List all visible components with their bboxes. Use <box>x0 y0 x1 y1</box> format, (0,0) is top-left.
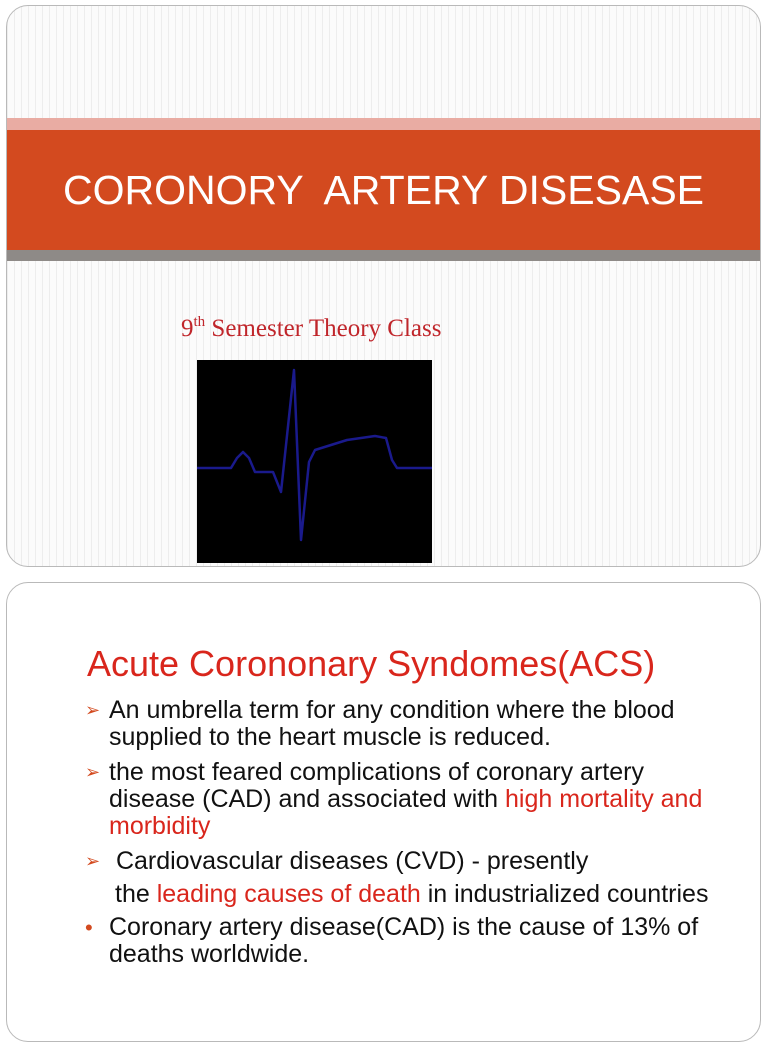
bullet-item <box>85 697 745 751</box>
subtitle-superscript: th <box>193 314 206 330</box>
bullet-item <box>85 848 745 908</box>
title-band-top-stripe <box>7 118 760 130</box>
bullet-text: the most feared complications of coronary artery disease (CAD) and associated with <box>109 758 693 813</box>
slide-subtitle <box>181 314 441 343</box>
bullet-text: Cardiovascular diseases (CVD) - presently <box>109 847 589 875</box>
title-band <box>7 130 760 250</box>
bullet-highlight: leading causes of death <box>156 880 421 908</box>
bullet-text: Coronary artery disease(CAD) is the cause of 13% of deaths worldwide. <box>109 913 699 968</box>
ecg-waveform-icon <box>197 360 432 563</box>
bullet-highlight: high mortality and morbidity <box>109 785 703 840</box>
slide-1 <box>6 5 761 567</box>
title-band-bottom-stripe <box>7 250 760 261</box>
bullet-list <box>85 697 745 976</box>
arrow-icon: ➢ <box>85 762 101 782</box>
bullet-text: in industrialized countries <box>420 880 709 908</box>
bullet-text: An umbrella term for any condition where the blood supplied to the heart muscle is reduced. <box>109 696 675 751</box>
bullet-text: the <box>115 880 157 908</box>
slide-title: CORONORY ARTERY DISESASE <box>62 166 705 213</box>
bullet-item <box>85 759 745 840</box>
subtitle-number: 9 <box>181 315 194 342</box>
slide-2 <box>6 582 761 1042</box>
subtitle-text: Semester Theory Class <box>205 315 442 342</box>
bullet-item <box>85 914 745 968</box>
arrow-icon: ➢ <box>85 851 101 871</box>
dot-icon: • <box>85 915 93 940</box>
arrow-icon: ➢ <box>85 700 101 720</box>
ecg-image <box>197 360 432 563</box>
slide-2-title: Acute Corononary Syndomes(ACS) <box>87 643 656 684</box>
